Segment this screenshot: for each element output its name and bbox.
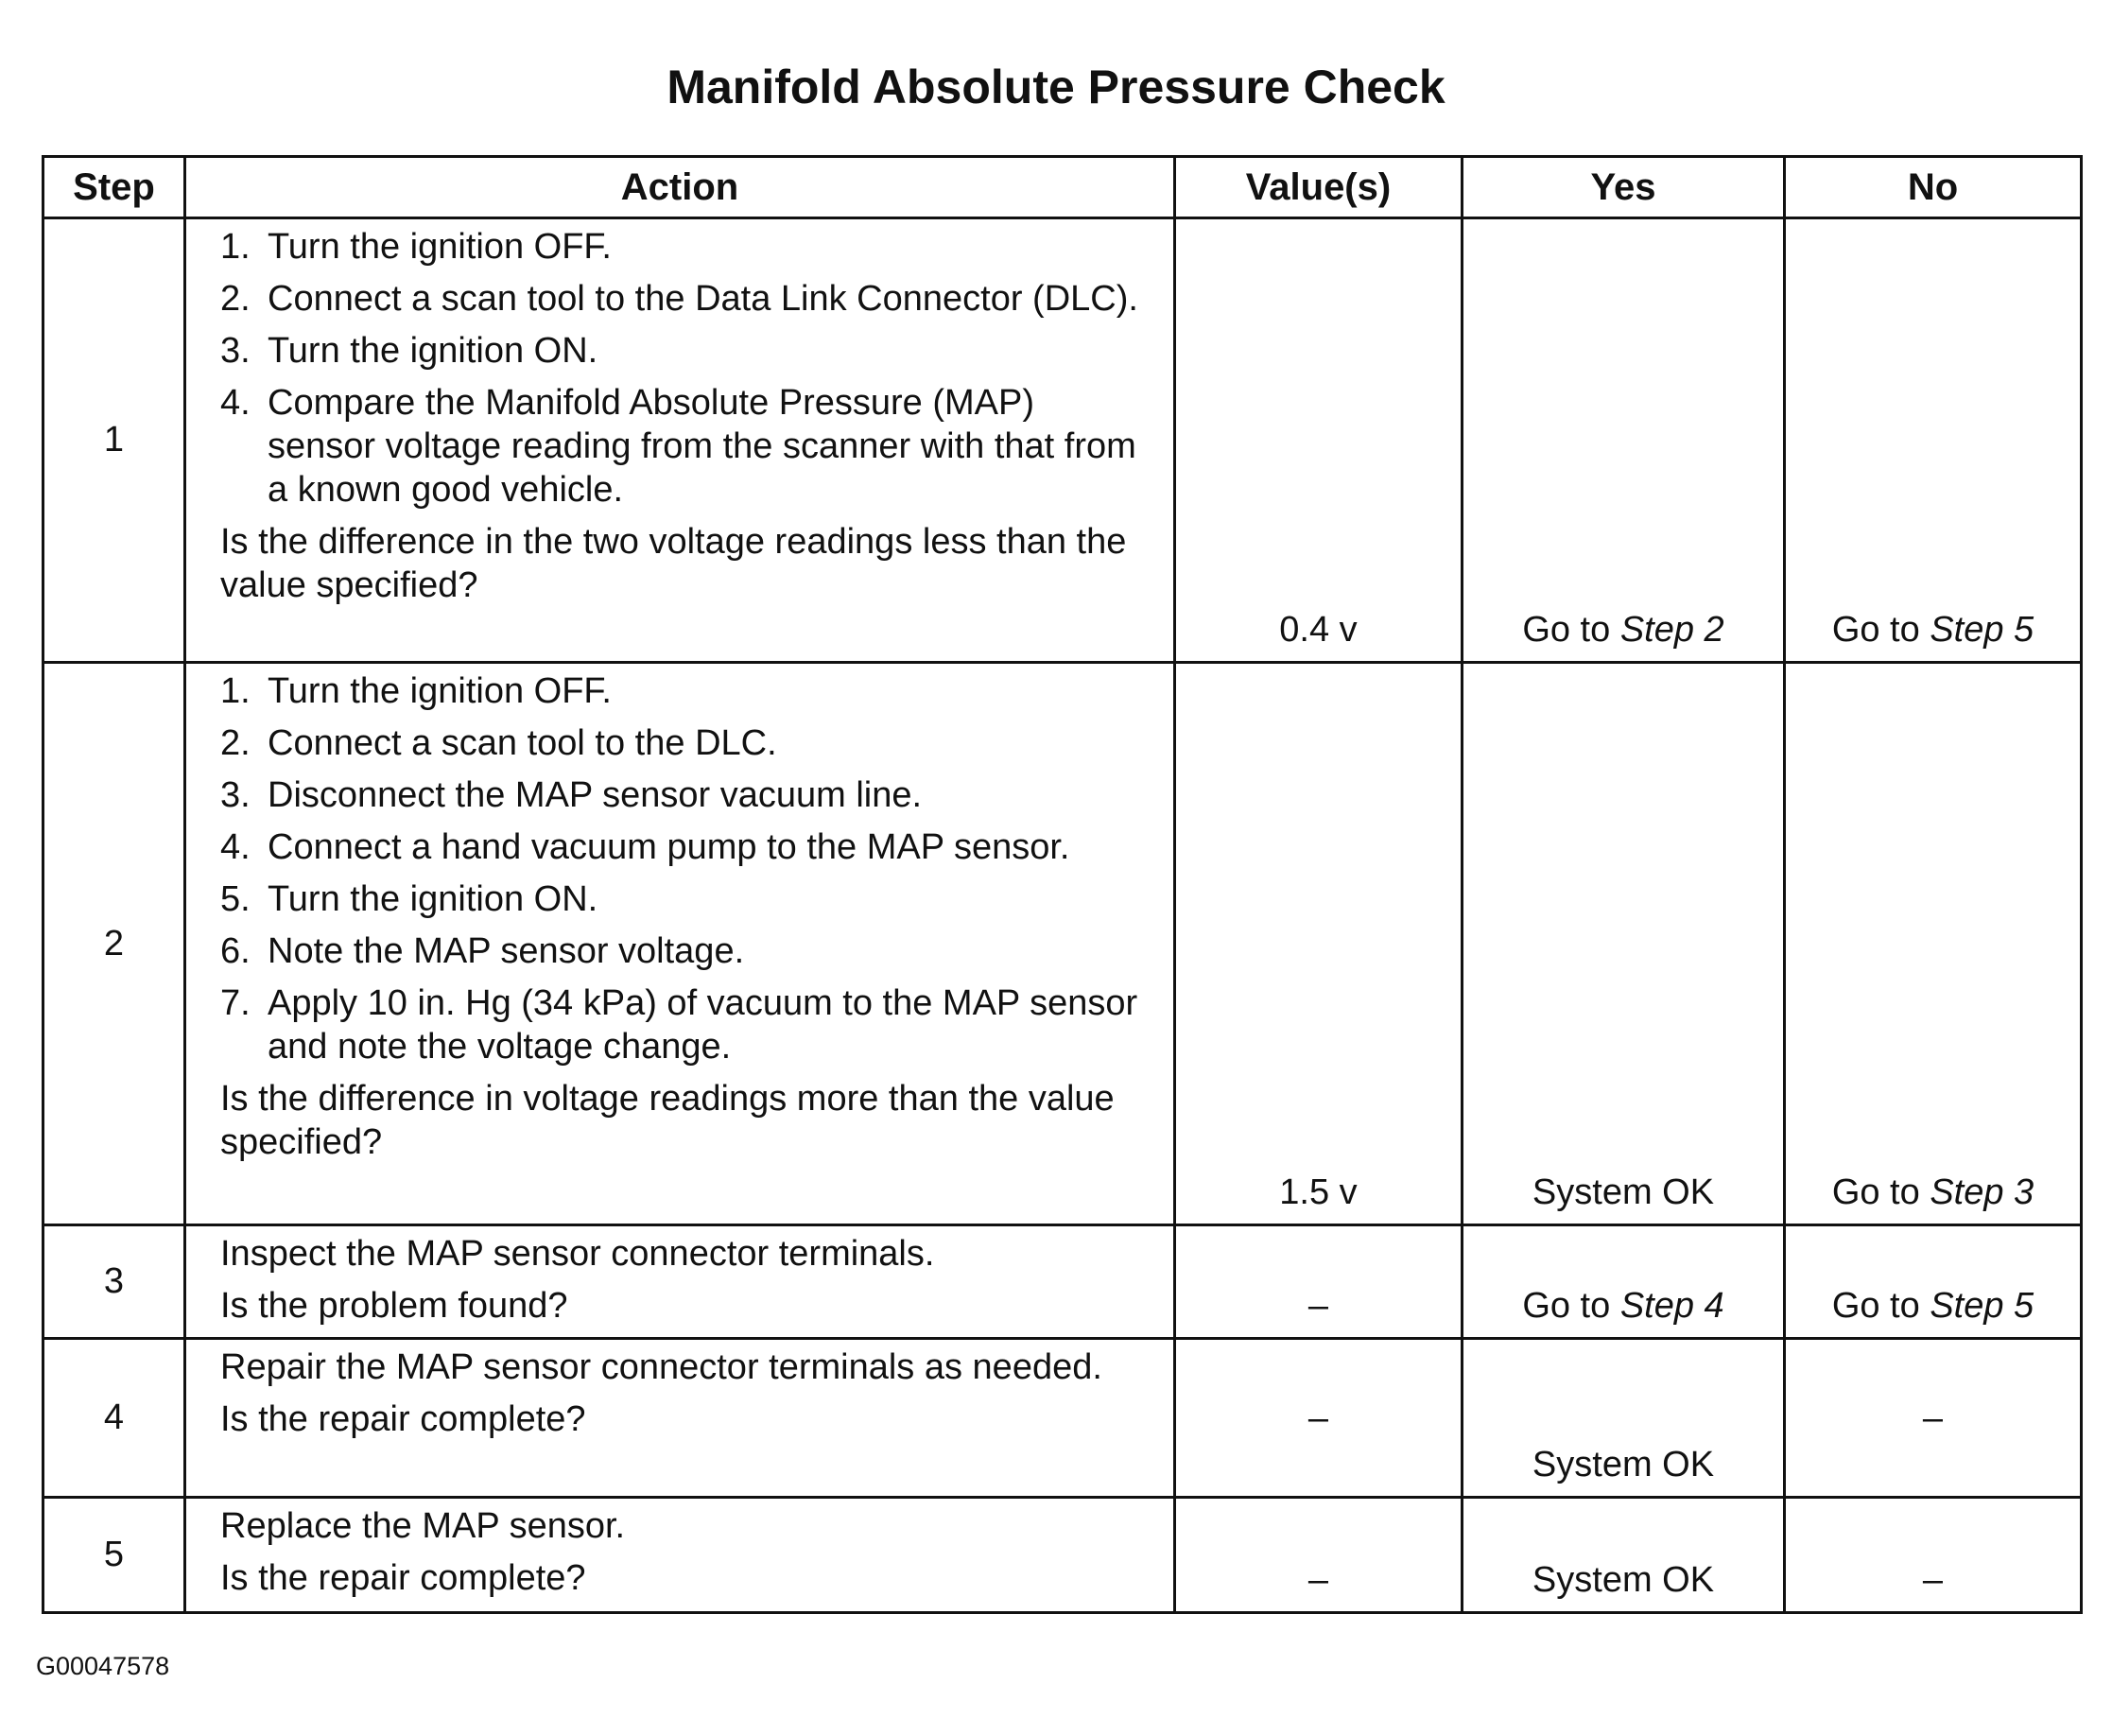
action-item-number: 4. [220, 827, 251, 867]
no-step-ref: Step 5 [1930, 610, 2034, 650]
no-cell: – [1785, 1339, 2082, 1498]
action-item-number: 4. [220, 383, 251, 423]
action-item-number: 7. [220, 983, 251, 1023]
action-question: Is the repair complete? [220, 1399, 586, 1439]
action-item-number: 6. [220, 931, 251, 971]
step-number: 3 [43, 1225, 185, 1339]
action-item-text: Note the MAP sensor voltage. [268, 931, 745, 971]
action-question: Is the repair complete? [220, 1558, 586, 1598]
action-item-text: Disconnect the MAP sensor vacuum line. [268, 775, 923, 815]
action-list [220, 225, 1151, 512]
yes-cell [1463, 218, 1785, 663]
table-row-step-5 [43, 1498, 2082, 1613]
action-item-number: 3. [220, 775, 251, 815]
no-prefix: Go to [1831, 610, 1930, 650]
no-cell [1785, 1225, 2082, 1339]
action-question: Is the difference in voltage readings more than the value specified? [220, 1079, 1115, 1162]
no-cell [1785, 663, 2082, 1225]
action-item-text: Apply 10 in. Hg (34 kPa) of vacuum to the MAP sensor and note the voltage change. [268, 983, 1138, 1067]
value-cell: 1.5 v [1175, 663, 1463, 1225]
header-yes: Yes [1463, 157, 1785, 218]
action-instruction: Replace the MAP sensor. [220, 1506, 626, 1546]
action-item-text: Turn the ignition OFF. [268, 671, 612, 711]
action-item-number: 1. [220, 227, 251, 267]
action-cell [185, 1339, 1175, 1498]
action-item [220, 381, 1151, 512]
value-cell: – [1175, 1339, 1463, 1498]
action-item-number: 3. [220, 331, 251, 371]
action-item [220, 329, 1151, 373]
figure-code: G00047578 [36, 1652, 170, 1680]
yes-step-ref: Step 4 [1619, 1286, 1724, 1326]
action-instruction: Inspect the MAP sensor connector terminals. [220, 1234, 935, 1274]
table-row-step-2 [43, 663, 2082, 1225]
step-number: 1 [43, 218, 185, 663]
header-action: Action [185, 157, 1175, 218]
table-row-step-4 [43, 1339, 2082, 1498]
action-cell [185, 663, 1175, 1225]
action-question: Is the difference in the two voltage readings less than the value specified? [220, 522, 1127, 605]
action-item [220, 773, 1151, 817]
no-step-ref: Step 3 [1930, 1172, 2034, 1212]
action-item-text: Turn the ignition ON. [268, 879, 598, 919]
yes-cell: System OK [1463, 1339, 1785, 1498]
action-item [220, 721, 1151, 765]
action-cell [185, 1225, 1175, 1339]
action-item-number: 5. [220, 879, 251, 919]
action-item-number: 2. [220, 279, 251, 319]
action-item [220, 981, 1151, 1068]
yes-prefix: Go to [1522, 1286, 1620, 1326]
document-title: Manifold Absolute Pressure Check [666, 61, 1446, 113]
header-values: Value(s) [1175, 157, 1463, 218]
action-item-text: Connect a scan tool to the DLC. [268, 723, 777, 763]
step-number: 5 [43, 1498, 185, 1613]
value-cell: – [1175, 1225, 1463, 1339]
action-item-text: Connect a hand vacuum pump to the MAP sensor. [268, 827, 1070, 867]
yes-cell [1463, 1225, 1785, 1339]
action-item [220, 277, 1151, 321]
yes-step-ref: Step 2 [1619, 610, 1724, 650]
header-step: Step [43, 157, 185, 218]
action-item-number: 1. [220, 671, 251, 711]
action-item [220, 825, 1151, 869]
value-cell: – [1175, 1498, 1463, 1613]
no-cell [1785, 218, 2082, 663]
action-item [220, 669, 1151, 713]
action-cell [185, 1498, 1175, 1613]
yes-prefix: Go to [1522, 610, 1620, 650]
action-item-text: Connect a scan tool to the Data Link Connector (DLC). [268, 279, 1138, 319]
action-list [220, 669, 1151, 1068]
action-item-text: Turn the ignition OFF. [268, 227, 612, 267]
diagnostic-table [42, 155, 2083, 1614]
action-item-number: 2. [220, 723, 251, 763]
yes-cell: System OK [1463, 663, 1785, 1225]
action-item [220, 877, 1151, 921]
no-cell: – [1785, 1498, 2082, 1613]
yes-cell: System OK [1463, 1498, 1785, 1613]
header-no: No [1785, 157, 2082, 218]
table-row-step-1 [43, 218, 2082, 663]
header-row [43, 157, 2082, 218]
action-instruction: Repair the MAP sensor connector terminals as needed. [220, 1347, 1102, 1387]
value-cell: 0.4 v [1175, 218, 1463, 663]
action-item-text: Compare the Manifold Absolute Pressure (MAP) sensor voltage reading from the scanner with that from a known good vehicle. [268, 383, 1136, 510]
action-question: Is the problem found? [220, 1286, 568, 1326]
no-prefix: Go to [1831, 1286, 1930, 1326]
action-item [220, 225, 1151, 269]
table-row-step-3 [43, 1225, 2082, 1339]
step-number: 4 [43, 1339, 185, 1498]
action-cell [185, 218, 1175, 663]
action-item-text: Turn the ignition ON. [268, 331, 598, 371]
step-number: 2 [43, 663, 185, 1225]
action-item [220, 929, 1151, 973]
no-step-ref: Step 5 [1930, 1286, 2034, 1326]
no-prefix: Go to [1831, 1172, 1930, 1212]
